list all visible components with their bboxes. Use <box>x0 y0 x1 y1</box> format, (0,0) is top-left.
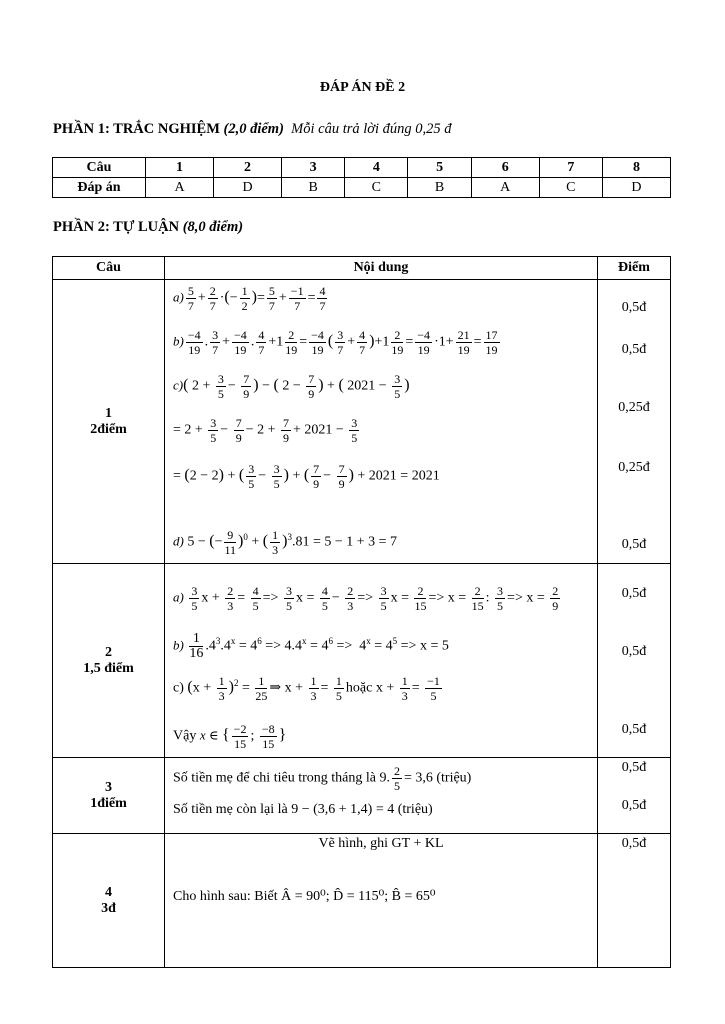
q1-label <box>53 280 165 564</box>
q2-number: 2 <box>105 644 112 660</box>
q1a-points: 0,5đ <box>621 300 647 315</box>
q-5: 5 <box>408 158 471 178</box>
part1-label: PHẦN 1: TRẮC NGHIỆM <box>53 121 220 137</box>
col-cau: Câu <box>53 257 165 280</box>
answer-header: Đáp án <box>53 178 146 198</box>
answer-8: D <box>602 178 670 198</box>
q-8: 8 <box>602 158 670 178</box>
part2-heading <box>53 219 243 236</box>
q3-line1-result: = 3,6 (triệu) <box>403 770 472 786</box>
q2-content <box>165 564 598 758</box>
q4-score: 3đ <box>101 900 116 916</box>
q2-row <box>53 564 671 758</box>
q3-line2-expr: 9 − (3,6 + 1,4) = 4 <box>291 802 395 817</box>
q1d-points: 0,5đ <box>621 537 647 552</box>
q4-points-1: 0,5đ <box>621 836 647 851</box>
answer-5: B <box>408 178 471 198</box>
part1-points: (2,0 điểm) <box>223 121 284 137</box>
answer-table-answer-row <box>53 178 671 198</box>
q4-points <box>598 834 671 968</box>
q3-number: 3 <box>105 779 112 795</box>
q2c-points: 0,5đ <box>621 722 647 737</box>
q1c-step1: = 2 + $\frac{3}{5}$ − $\frac{7}{9}$ − 2 + $\frac{7}{9}$ + 2021 − $\frac{3}{5}$ <box>173 416 358 445</box>
answer-1: A <box>146 178 214 198</box>
essay-table <box>52 256 671 968</box>
q3-label <box>53 758 165 834</box>
part1-note: Mỗi câu trả lời đúng 0,25 đ <box>291 121 452 137</box>
q3-line2 <box>173 802 433 818</box>
row-header: Câu <box>53 158 146 178</box>
q3-line1: Số tiền mẹ để chi tiêu trong tháng là 9. $\frac{2}{5}$ = 3,6 (triệu) <box>173 764 472 793</box>
q1d-expr: d) 5 − (− $\frac{9}{11}$ )$^0$ + ( $\frac{1}{3}$ )$^3$.81 = 5 − 1 + 3 = 7 <box>173 528 398 557</box>
q2-vay-label: Vậy <box>173 728 197 744</box>
q3-line2-unit: (triệu) <box>397 802 433 817</box>
page-title: ĐÁP ÁN ĐỀ 2 <box>319 80 406 95</box>
q-2: 2 <box>214 158 282 178</box>
col-points: Điểm <box>598 257 671 280</box>
q2b-expr: b) $\frac{1}{16}$ $.4^3.4^x = 4^6 => 4.4^x = 4^6 => 4^x = 4^5 => x = 5$ <box>173 631 449 661</box>
q3-content <box>165 758 598 834</box>
answer-3: B <box>282 178 345 198</box>
answer-4: C <box>345 178 408 198</box>
q-3: 3 <box>282 158 345 178</box>
part1-heading <box>53 121 452 138</box>
answer-table <box>52 157 671 198</box>
part2-label: PHẦN 2: TỰ LUẬN <box>53 219 180 235</box>
q1b-points: 0,5đ <box>621 342 647 357</box>
essay-header-row <box>53 257 671 280</box>
q2-score: 1,5 điểm <box>83 660 134 676</box>
q4-row <box>53 834 671 968</box>
q3-row <box>53 758 671 834</box>
q3-score: 1điểm <box>90 795 127 811</box>
q1c-points-2: 0,25đ <box>618 460 650 475</box>
q4-number: 4 <box>105 884 112 900</box>
q2-conclusion: Vậy x ∈ { $\frac{-2}{15}$ ; $\frac{-8}{15}$ } <box>173 722 287 751</box>
q3-line1-text: Số tiền mẹ để chi tiêu trong tháng là <box>173 770 376 786</box>
q-1: 1 <box>146 158 214 178</box>
answer-6: A <box>471 178 539 198</box>
q4-line1: Vẽ hình, ghi GT + KL <box>318 836 444 851</box>
q4-content <box>165 834 598 968</box>
q1-row <box>53 280 671 564</box>
q1-score: 2điểm <box>90 421 127 437</box>
q2b-points: 0,5đ <box>621 644 647 659</box>
q3-points <box>598 758 671 834</box>
answer-7: C <box>539 178 602 198</box>
q4-angles: Â = 90⁰; D̂ = 115⁰; B̂ = 65⁰ <box>281 889 436 904</box>
q4-label <box>53 834 165 968</box>
q2-label <box>53 564 165 758</box>
answer-table-header-row <box>53 158 671 178</box>
answer-2: D <box>214 178 282 198</box>
q3-points-1: 0,5đ <box>621 760 647 775</box>
q2a-expr: a) $\frac{3}{5}$ x + $\frac{2}{3}$ = $\frac{4}{5}$ => $\frac{3}{5}$ x = $\frac{4}{5}$ − $\frac{2}{3}$ => $\frac{3}{5}$ x = $\frac{2}{15}$ => x = $\frac{2}{15}$ : $\frac{3}{5}$ => x = $\frac{2}{9}$ <box>173 584 559 613</box>
q2c-hoac: hoặc <box>345 680 373 696</box>
q-6: 6 <box>471 158 539 178</box>
q4-line2 <box>173 888 435 905</box>
q2c-expr: c) (x + $\frac{1}{3}$ )$^2$ = $\frac{1}{25}$ ⇒ x + $\frac{1}{3}$ = $\frac{1}{5}$ hoặc x + $\frac{1}{3}$ = $\frac{-1}{5}$ <box>173 674 440 703</box>
q2-points <box>598 564 671 758</box>
q1a-expr: a) $\frac{5}{7}$ + $\frac{2}{7}$ ·(− $\frac{1}{2}$ )= $\frac{5}{7}$ + $\frac{-1}{7}$ = $\frac{4}{7}$ <box>173 284 326 313</box>
q-7: 7 <box>539 158 602 178</box>
q1b-expr: b) $\frac{-4}{19}$ . $\frac{3}{7}$ + $\frac{-4}{19}$ . $\frac{4}{7}$ +1 $\frac{2}{19}$ = $\frac{-4}{19}$ ( $\frac{3}{7}$ + $\frac{4}{7}$ )+1 $\frac{2}{19}$ = $\frac{-4}{19}$ ·1+ $\frac{21}{19}$ = $\frac{17}{19}$ <box>173 328 498 357</box>
q1-points <box>598 280 671 564</box>
q1c-points-1: 0,25đ <box>618 400 650 415</box>
q1-content <box>165 280 598 564</box>
q2a-points: 0,5đ <box>621 586 647 601</box>
part2-points: (8,0 điểm) <box>182 219 244 235</box>
q4-line2-text: Cho hình sau: Biết <box>173 889 278 904</box>
q3-points-2: 0,5đ <box>621 798 647 813</box>
q1c-expr: c)( 2 + $\frac{3}{5}$ − $\frac{7}{9}$ ) − ( 2 − $\frac{7}{9}$ ) + ( 2021 − $\frac{3}{5}$ ) <box>173 372 410 401</box>
q-4: 4 <box>345 158 408 178</box>
col-content: Nội dung <box>165 257 598 280</box>
q1-number: 1 <box>105 405 112 421</box>
q3-line2-text: Số tiền mẹ còn lại là <box>173 802 288 817</box>
q1c-step2: = (2 − 2) + ( $\frac{3}{5}$ − $\frac{3}{5}$ ) + ( $\frac{7}{9}$ − $\frac{7}{9}$ ) + 2021 = 2021 <box>173 462 440 491</box>
